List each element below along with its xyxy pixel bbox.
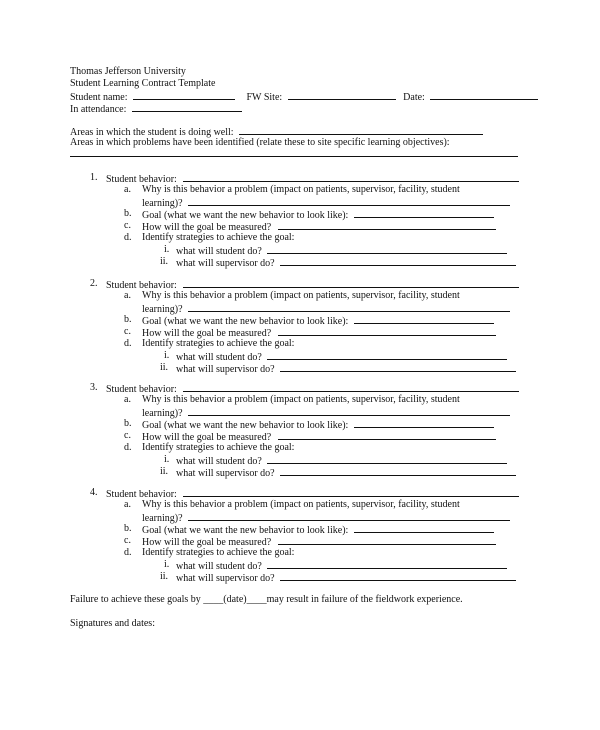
sub-item-ii-text: what will supervisor do? <box>176 364 275 375</box>
item-letter: d. <box>124 338 132 349</box>
sub-item-ii-row <box>176 362 516 376</box>
item-c-text: How will the goal be measured? <box>142 328 272 339</box>
attendance-field[interactable] <box>132 102 242 112</box>
date-field[interactable] <box>430 90 538 100</box>
problems-field[interactable] <box>70 156 518 157</box>
sub-item-number: i. <box>164 350 170 361</box>
signatures-label: Signatures and dates: <box>70 618 155 629</box>
sub-item-ii-text: what will supervisor do? <box>176 468 275 479</box>
problems-label: Areas in which problems have been identified (relate these to site specific learning objectives): <box>70 137 450 148</box>
sub-item-number: i. <box>164 454 170 465</box>
item-b-field[interactable] <box>354 523 494 533</box>
behavior-number: 2. <box>90 278 98 289</box>
attendance-label: In attendance: <box>70 104 127 115</box>
behavior-number: 1. <box>90 172 98 183</box>
sub-item-ii-field[interactable] <box>280 362 516 372</box>
sub-item-i-text: what will student do? <box>176 246 262 257</box>
attendance-row <box>70 102 242 116</box>
behavior-label: Student behavior: <box>106 384 177 395</box>
sub-item-number: ii. <box>160 362 169 373</box>
item-letter: a. <box>124 184 131 195</box>
item-d-text: Identify strategies to achieve the goal: <box>142 442 295 453</box>
sub-item-i-text: what will student do? <box>176 352 262 363</box>
student-name-label: Student name: <box>70 92 128 103</box>
item-a-text: Why is this behavior a problem (impact on patients, supervisor, facility, student <box>142 394 460 405</box>
item-letter: b. <box>124 208 132 219</box>
sub-item-ii-field[interactable] <box>280 466 516 476</box>
doing-well-label: Areas in which the student is doing well: <box>70 127 234 138</box>
item-a-field[interactable] <box>188 302 510 312</box>
item-b-text: Goal (what we want the new behavior to look like): <box>142 420 349 431</box>
behavior-label: Student behavior: <box>106 489 177 500</box>
sub-item-number: i. <box>164 244 170 255</box>
item-a-text-continued: learning)? <box>142 513 183 524</box>
item-a-field[interactable] <box>188 511 510 521</box>
item-letter: c. <box>124 535 131 546</box>
sub-item-number: ii. <box>160 256 169 267</box>
item-d-text: Identify strategies to achieve the goal: <box>142 232 295 243</box>
institution-name: Thomas Jefferson University <box>70 66 186 77</box>
behavior-label: Student behavior: <box>106 174 177 185</box>
template-title: Student Learning Contract Template <box>70 78 216 89</box>
item-letter: c. <box>124 220 131 231</box>
fw-site-label: FW Site: <box>246 92 283 103</box>
sub-item-ii-text: what will supervisor do? <box>176 258 275 269</box>
behavior-number: 4. <box>90 487 98 498</box>
item-a-field[interactable] <box>188 196 510 206</box>
sub-item-ii-text: what will supervisor do? <box>176 573 275 584</box>
item-b-field[interactable] <box>354 208 494 218</box>
item-letter: d. <box>124 442 132 453</box>
sub-item-number: i. <box>164 559 170 570</box>
item-b-field[interactable] <box>354 314 494 324</box>
sub-item-ii-field[interactable] <box>280 571 516 581</box>
sub-item-ii-field[interactable] <box>280 256 516 266</box>
item-letter: a. <box>124 290 131 301</box>
failure-statement: Failure to achieve these goals by ____(date)____may result in failure of the fieldwork experience. <box>70 594 463 605</box>
sub-item-ii-row <box>176 571 516 585</box>
behavior-field[interactable] <box>183 172 519 182</box>
sub-item-i-text: what will student do? <box>176 456 262 467</box>
item-a-text: Why is this behavior a problem (impact on patients, supervisor, facility, student <box>142 499 460 510</box>
sub-item-ii-row <box>176 466 516 480</box>
item-letter: b. <box>124 523 132 534</box>
item-b-field[interactable] <box>354 418 494 428</box>
item-letter: c. <box>124 326 131 337</box>
student-name-field[interactable] <box>133 90 235 100</box>
item-c-field[interactable] <box>278 326 496 336</box>
item-letter: b. <box>124 314 132 325</box>
item-b-text: Goal (what we want the new behavior to look like): <box>142 210 349 221</box>
behavior-number: 3. <box>90 382 98 393</box>
sub-item-i-field[interactable] <box>267 350 507 360</box>
item-letter: c. <box>124 430 131 441</box>
item-letter: d. <box>124 232 132 243</box>
item-c-text: How will the goal be measured? <box>142 537 272 548</box>
behavior-label: Student behavior: <box>106 280 177 291</box>
sub-item-number: ii. <box>160 571 169 582</box>
item-b-text: Goal (what we want the new behavior to look like): <box>142 525 349 536</box>
item-letter: b. <box>124 418 132 429</box>
item-a-text: Why is this behavior a problem (impact on patients, supervisor, facility, student <box>142 290 460 301</box>
item-a-text-continued: learning)? <box>142 408 183 419</box>
item-d-text: Identify strategies to achieve the goal: <box>142 338 295 349</box>
item-c-field[interactable] <box>278 430 496 440</box>
sub-item-i-field[interactable] <box>267 244 507 254</box>
fw-site-field[interactable] <box>288 90 396 100</box>
sub-item-i-text: what will student do? <box>176 561 262 572</box>
item-a-text: Why is this behavior a problem (impact on patients, supervisor, facility, student <box>142 184 460 195</box>
item-b-text: Goal (what we want the new behavior to look like): <box>142 316 349 327</box>
sub-item-i-field[interactable] <box>267 559 507 569</box>
item-a-field[interactable] <box>188 406 510 416</box>
item-c-field[interactable] <box>278 535 496 545</box>
behavior-field[interactable] <box>183 278 519 288</box>
item-c-text: How will the goal be measured? <box>142 432 272 443</box>
behavior-field[interactable] <box>183 487 519 497</box>
doing-well-field[interactable] <box>239 125 483 135</box>
date-label: Date: <box>403 92 425 103</box>
sub-item-ii-row <box>176 256 516 270</box>
sub-item-number: ii. <box>160 466 169 477</box>
item-c-field[interactable] <box>278 220 496 230</box>
behavior-field[interactable] <box>183 382 519 392</box>
item-c-text: How will the goal be measured? <box>142 222 272 233</box>
item-letter: a. <box>124 499 131 510</box>
item-d-text: Identify strategies to achieve the goal: <box>142 547 295 558</box>
sub-item-i-field[interactable] <box>267 454 507 464</box>
item-letter: d. <box>124 547 132 558</box>
item-a-text-continued: learning)? <box>142 198 183 209</box>
item-a-text-continued: learning)? <box>142 304 183 315</box>
item-letter: a. <box>124 394 131 405</box>
